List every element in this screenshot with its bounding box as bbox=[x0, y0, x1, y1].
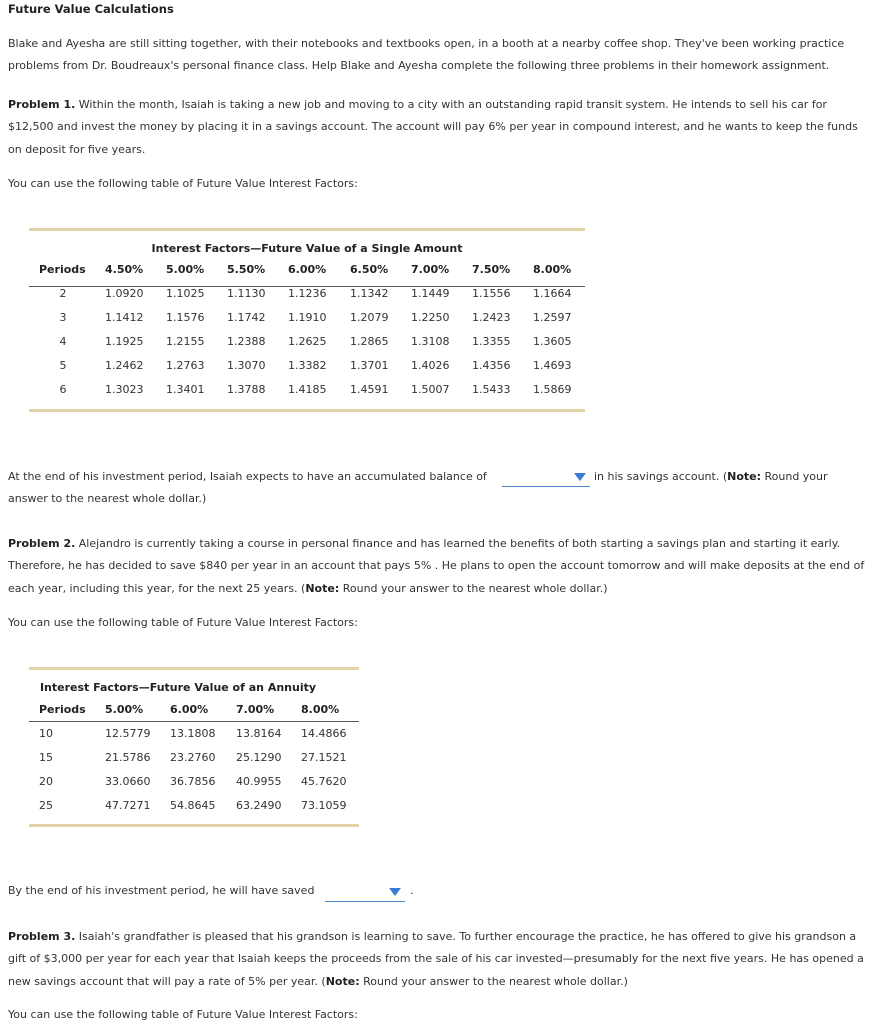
column-header: 8.00% bbox=[533, 263, 572, 276]
column-header: Periods bbox=[39, 263, 86, 276]
problem2-body: Alejandro is currently taking a course in personal finance and has learned the benefits of both starting a savings plan and starting it early. Therefore, he has decided to save $840 per year in an account that pays 5% . He plans to open the account tomorrow and will make deposits at the end of each year, including this year, for the next 25 years. ( bbox=[8, 537, 865, 595]
factor-cell: 1.3382 bbox=[288, 359, 327, 372]
column-header: 5.00% bbox=[105, 703, 144, 716]
period-cell: 15 bbox=[39, 751, 53, 764]
factor-cell: 1.2423 bbox=[472, 311, 511, 324]
answer1-line2: answer to the nearest whole dollar.) bbox=[8, 492, 207, 505]
factor-cell: 36.7856 bbox=[170, 775, 216, 788]
column-header: 6.50% bbox=[350, 263, 389, 276]
problem3-table-intro: You can use the following table of Future Value Interest Factors: bbox=[8, 1008, 358, 1021]
factor-cell: 1.1556 bbox=[472, 287, 511, 300]
table-header-row bbox=[29, 698, 359, 722]
factor-cell: 1.2079 bbox=[350, 311, 389, 324]
factor-cell: 1.3788 bbox=[227, 383, 266, 396]
table-bottom-rule bbox=[29, 409, 585, 412]
factor-cell: 27.1521 bbox=[301, 751, 347, 764]
answer1-suffix-text2: Round your bbox=[761, 470, 828, 483]
column-header: 7.50% bbox=[472, 263, 511, 276]
table-row bbox=[29, 306, 585, 330]
factor-cell: 1.2865 bbox=[350, 335, 389, 348]
answer1-prefix: At the end of his investment period, Isaiah expects to have an accumulated balance of bbox=[8, 470, 487, 483]
factor-cell: 40.9955 bbox=[236, 775, 282, 788]
column-header: 5.50% bbox=[227, 263, 266, 276]
factor-cell: 1.1449 bbox=[411, 287, 450, 300]
factor-cell: 1.2597 bbox=[533, 311, 572, 324]
table-row bbox=[29, 770, 359, 794]
problem1-body: Within the month, Isaiah is taking a new job and moving to a city with an outstanding rapid transit system. He intends to sell his car for $12,500 and invest the money by placing it in a savings account. The account will pay 6% per year in compound interest, and he wants to keep the funds on deposit for five years. bbox=[8, 98, 858, 156]
factor-cell: 23.2760 bbox=[170, 751, 216, 764]
factor-cell: 12.5779 bbox=[105, 727, 151, 740]
factor-cell: 25.1290 bbox=[236, 751, 282, 764]
factor-cell: 33.0660 bbox=[105, 775, 151, 788]
factor-cell: 1.3605 bbox=[533, 335, 572, 348]
problem1-table-intro: You can use the following table of Future Value Interest Factors: bbox=[8, 177, 358, 190]
table-row bbox=[29, 330, 585, 354]
answer1-suffix-text: in his savings account. ( bbox=[594, 470, 728, 483]
page-title: Future Value Calculations bbox=[8, 2, 174, 16]
problem1-label: Problem 1. bbox=[8, 98, 76, 111]
factor-cell: 1.2388 bbox=[227, 335, 266, 348]
factor-cell: 1.4693 bbox=[533, 359, 572, 372]
factor-cell: 1.5433 bbox=[472, 383, 511, 396]
table-top-rule bbox=[29, 228, 585, 231]
factor-cell: 1.2250 bbox=[411, 311, 450, 324]
factor-cell: 1.1342 bbox=[350, 287, 389, 300]
column-header: 4.50% bbox=[105, 263, 144, 276]
period-cell: 6 bbox=[59, 383, 67, 396]
table-row bbox=[29, 746, 359, 770]
problem2-body-end: Round your answer to the nearest whole dollar.) bbox=[339, 581, 608, 595]
intro-text: Blake and Ayesha are still sitting together, with their notebooks and textbooks open, in a booth at a nearby coffee shop. They've been working practice problems from Dr. Boudreaux's personal finance class. Help Blake and Ayesha complete the following three problems in their homework assignment. bbox=[8, 37, 845, 73]
problem3-body-end: Round your answer to the nearest whole dollar.) bbox=[359, 974, 628, 988]
column-header: Periods bbox=[39, 703, 86, 716]
annuity-table bbox=[29, 667, 359, 831]
table-row bbox=[29, 794, 359, 818]
table-header-row bbox=[29, 258, 585, 282]
factor-cell: 1.1576 bbox=[166, 311, 205, 324]
problem1-text bbox=[8, 94, 868, 161]
factor-cell: 1.1025 bbox=[166, 287, 205, 300]
factor-cell: 1.4026 bbox=[411, 359, 450, 372]
factor-cell: 47.7271 bbox=[105, 799, 151, 812]
factor-cell: 1.3108 bbox=[411, 335, 450, 348]
period-cell: 4 bbox=[59, 335, 67, 348]
factor-cell: 1.1742 bbox=[227, 311, 266, 324]
factor-cell: 1.1910 bbox=[288, 311, 327, 324]
factor-cell: 1.1130 bbox=[227, 287, 266, 300]
factor-cell: 21.5786 bbox=[105, 751, 151, 764]
factor-cell: 1.3701 bbox=[350, 359, 389, 372]
factor-cell: 1.1412 bbox=[105, 311, 144, 324]
factor-cell: 14.4866 bbox=[301, 727, 347, 740]
column-header: 6.00% bbox=[288, 263, 327, 276]
factor-cell: 1.1925 bbox=[105, 335, 144, 348]
factor-cell: 63.2490 bbox=[236, 799, 282, 812]
factor-cell: 13.8164 bbox=[236, 727, 282, 740]
problem3-label: Problem 3. bbox=[8, 930, 76, 943]
table-top-rule bbox=[29, 667, 359, 670]
factor-cell: 73.1059 bbox=[301, 799, 347, 812]
table-caption: Interest Factors—Future Value of an Annuity bbox=[39, 681, 317, 694]
factor-cell: 54.8645 bbox=[170, 799, 216, 812]
factor-cell: 1.3023 bbox=[105, 383, 144, 396]
factor-cell: 1.4591 bbox=[350, 383, 389, 396]
column-header: 8.00% bbox=[301, 703, 340, 716]
table-row bbox=[29, 282, 585, 306]
problem2-label: Problem 2. bbox=[8, 537, 76, 550]
note-label: Note: bbox=[305, 581, 340, 595]
period-cell: 5 bbox=[59, 359, 67, 372]
problem3-text bbox=[8, 926, 868, 993]
answer2-dropdown[interactable] bbox=[325, 883, 405, 902]
factor-cell: 1.1664 bbox=[533, 287, 572, 300]
factor-cell: 1.1236 bbox=[288, 287, 327, 300]
column-header: 5.00% bbox=[166, 263, 205, 276]
column-header: 6.00% bbox=[170, 703, 209, 716]
factor-cell: 1.4185 bbox=[288, 383, 327, 396]
factor-cell: 1.2763 bbox=[166, 359, 205, 372]
factor-cell: 1.5869 bbox=[533, 383, 572, 396]
factor-cell: 13.1808 bbox=[170, 727, 216, 740]
note-label: Note: bbox=[727, 470, 761, 483]
column-header: 7.00% bbox=[236, 703, 275, 716]
factor-cell: 1.3401 bbox=[166, 383, 205, 396]
column-header: 7.00% bbox=[411, 263, 450, 276]
problem3-body: Isaiah's grandfather is pleased that his grandson is learning to save. To further encourage the practice, he has offered to give his grandson a gift of $3,000 per year for each year that Isaiah keeps the proceeds from the sale of his car invested—presumably for the next five years. He has opened a new savings account that will pay a rate of 5% per year. ( bbox=[8, 930, 864, 988]
caret-down-icon bbox=[574, 473, 586, 481]
factor-cell: 1.3355 bbox=[472, 335, 511, 348]
factor-cell: 1.2462 bbox=[105, 359, 144, 372]
table-bottom-rule bbox=[29, 824, 359, 827]
factor-cell: 1.2155 bbox=[166, 335, 205, 348]
period-cell: 3 bbox=[59, 311, 67, 324]
answer2-suffix: . bbox=[410, 884, 414, 897]
factor-cell: 1.0920 bbox=[105, 287, 144, 300]
period-cell: 20 bbox=[39, 775, 53, 788]
answer2-prefix: By the end of his investment period, he will have saved bbox=[8, 884, 315, 897]
caret-down-icon bbox=[389, 888, 401, 896]
single-amount-table bbox=[29, 228, 585, 414]
answer1-dropdown[interactable] bbox=[502, 468, 590, 487]
factor-cell: 1.2625 bbox=[288, 335, 327, 348]
table-row bbox=[29, 378, 585, 402]
factor-cell: 1.5007 bbox=[411, 383, 450, 396]
problem2-text bbox=[8, 533, 868, 600]
factor-cell: 1.4356 bbox=[472, 359, 511, 372]
note-label: Note: bbox=[325, 974, 360, 988]
table-row bbox=[29, 722, 359, 746]
table-row bbox=[29, 354, 585, 378]
factor-cell: 45.7620 bbox=[301, 775, 347, 788]
period-cell: 2 bbox=[59, 287, 67, 300]
table-caption: Interest Factors—Future Value of a Single Amount bbox=[151, 242, 463, 255]
factor-cell: 1.3070 bbox=[227, 359, 266, 372]
period-cell: 10 bbox=[39, 727, 53, 740]
problem2-table-intro: You can use the following table of Future Value Interest Factors: bbox=[8, 616, 358, 629]
answer1-suffix bbox=[594, 466, 828, 488]
period-cell: 25 bbox=[39, 799, 53, 812]
